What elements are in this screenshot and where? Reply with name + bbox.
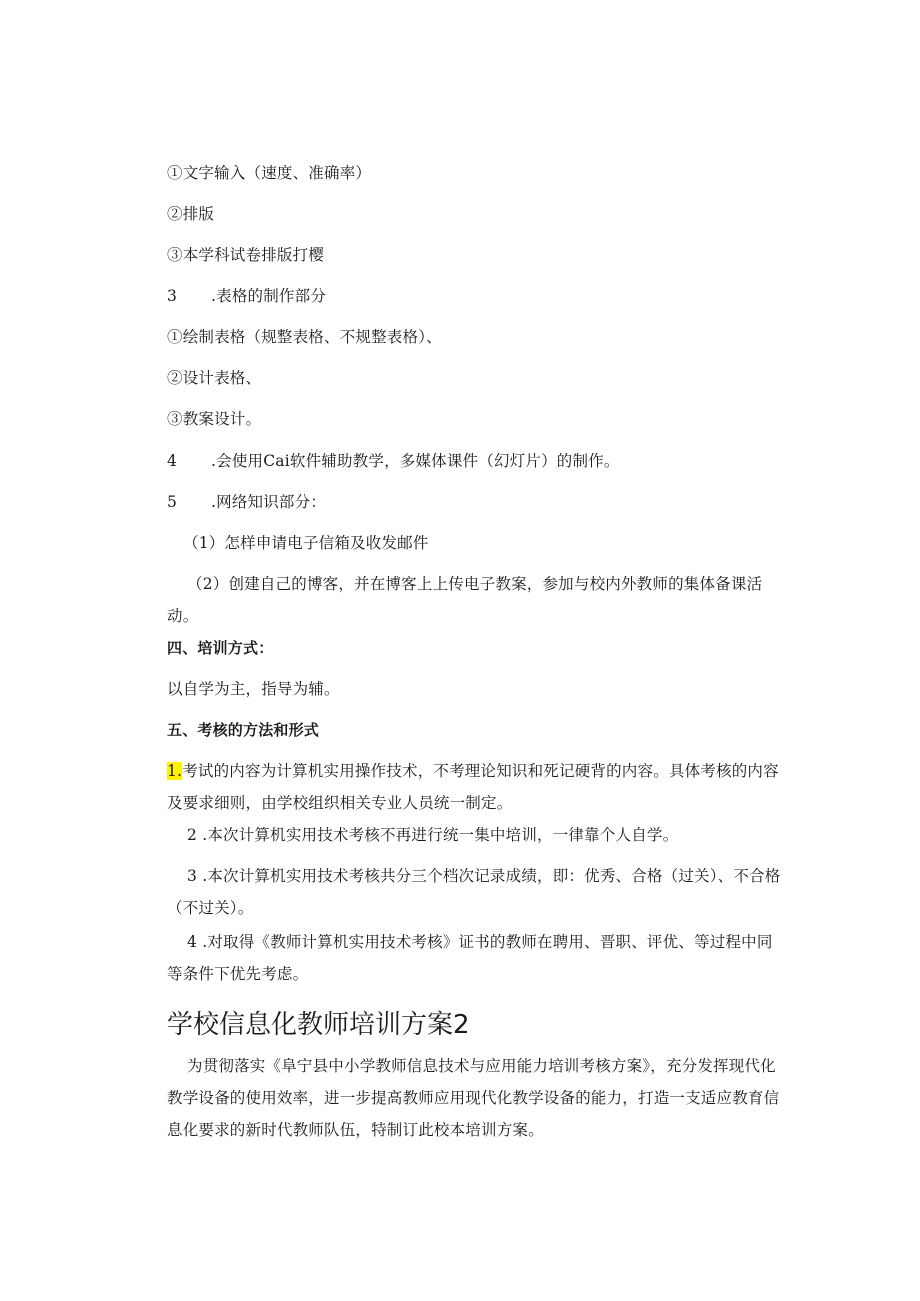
item-label: .网络知识部分： bbox=[211, 493, 327, 511]
section-5-title: 五、考核的方法和形式 bbox=[167, 721, 320, 739]
item-blog-text: （2）创建自己的博客，并在博客上上传电子教案，参加与校内外教师的集体备课活动。 bbox=[167, 575, 763, 625]
item-exam-typesetting: ③本学科试卷排版打樱 bbox=[167, 246, 325, 264]
item-cai-software bbox=[167, 451, 620, 471]
doc-heading: 学校信息化教师培训方案2 bbox=[167, 1010, 470, 1040]
section-4-text: 以自学为主，指导为辅。 bbox=[167, 680, 340, 698]
item-label: .表格的制作部分 bbox=[211, 287, 327, 305]
doc-intro bbox=[167, 1050, 783, 1146]
item-blog bbox=[167, 568, 783, 632]
item-number: 4 bbox=[167, 452, 178, 470]
item-lesson-design: ③教案设计。 bbox=[167, 410, 262, 428]
section-5-para-3-text: 3 .本次计算机实用技术考核共分三个档次记录成绩，即：优秀、合格（过关）、不合格（不过关）。 bbox=[167, 867, 781, 917]
item-design-table: ②设计表格、 bbox=[167, 369, 262, 387]
item-text-input: ①文字输入（速度、准确率） bbox=[167, 164, 372, 182]
section-5-para-4-text: 4 .对取得《教师计算机实用技术考核》证书的教师在聘用、晋职、评优、等过程中同等条件下优先考虑。 bbox=[167, 933, 773, 983]
section-5-para-1-text: 考试的内容为计算机实用操作技术，不考理论知识和死记硬背的内容。具体考核的内容及要求细则，由学校组织相关专业人员统一制定。 bbox=[167, 762, 779, 812]
item-typesetting: ②排版 bbox=[167, 205, 215, 223]
section-5-para-1 bbox=[167, 755, 783, 819]
section-5-para-3 bbox=[167, 860, 783, 924]
section-4-title: 四、培训方式： bbox=[167, 639, 274, 657]
section-5-para-2 bbox=[167, 819, 783, 851]
item-network-section bbox=[167, 492, 326, 512]
section-5-para-4 bbox=[167, 926, 783, 990]
highlighted-number: 1. bbox=[167, 762, 183, 780]
item-number: 5 bbox=[167, 493, 178, 511]
item-label: .会使用Cai软件辅助教学，多媒体课件（幻灯片）的制作。 bbox=[211, 452, 620, 470]
item-table-section bbox=[167, 286, 326, 306]
section-5-para-2-text: 2 .本次计算机实用技术考核不再进行统一集中培训，一律靠个人自学。 bbox=[187, 826, 679, 844]
item-email: （1）怎样申请电子信箱及收发邮件 bbox=[183, 534, 429, 552]
item-number: 3 bbox=[167, 287, 178, 305]
doc-intro-text: 为贯彻落实《阜宁县中小学教师信息技术与应用能力培训考核方案》，充分发挥现代化教学设备的使用效率，进一步提高教师应用现代化教学设备的能力，打造一支适应教育信息化要求的新时代教师队伍，特制订此校本培训方案。 bbox=[167, 1057, 780, 1139]
item-draw-table: ①绘制表格（规整表格、不规整表格）、 bbox=[167, 328, 442, 346]
